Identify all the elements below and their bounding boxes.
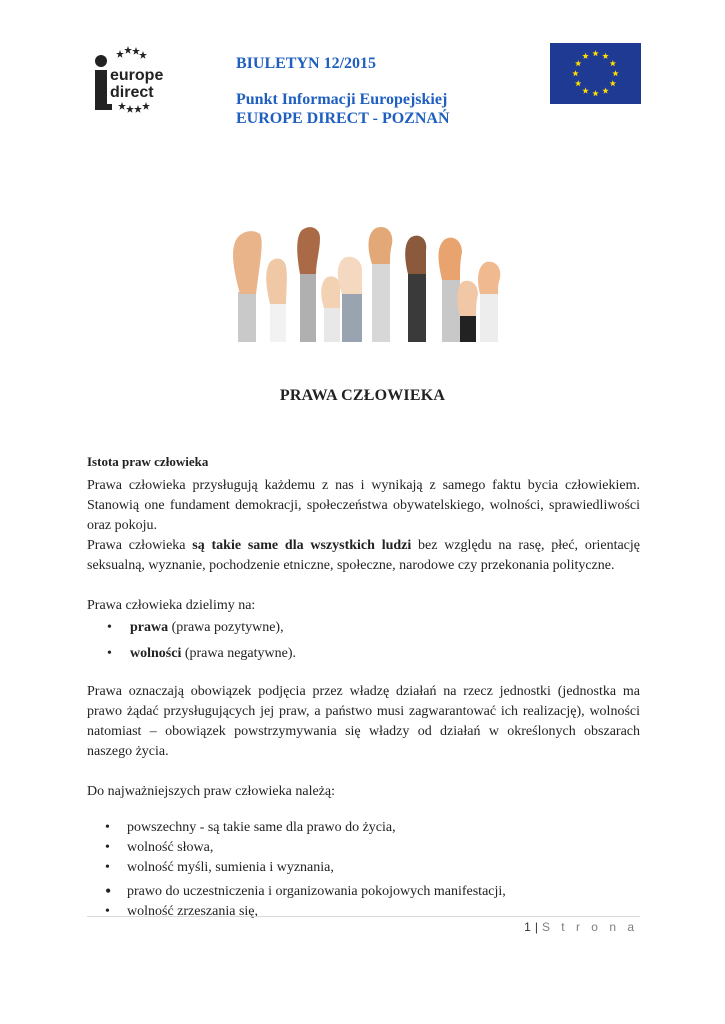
list-item-bold: prawa (130, 620, 169, 635)
header-subtitle-line1: Punkt Informacji Europejskiej (236, 91, 448, 108)
division-intro: Prawa człowieka dzielimy na: (87, 598, 256, 613)
paragraph-obligations: Prawa oznaczają obowiązek podjęcia przez władzę działań na rzecz jednostki (jednostka ma prawo żądać przysługujących jej praw, a państwo musi zagwarantować ich realizację), wolności natomiast – obowiązek powstrzymywania się władzy od działań w określonych obszarach naszego życia. (87, 684, 640, 759)
list-item-rest: (prawa pozytywne), (168, 620, 284, 635)
list-item: • wolność myśli, sumienia i wyznania, (87, 858, 640, 878)
equality-text-end: bez względu na rasę, płeć, orientację seksualną, wyznanie, pochodzenie etniczne, społeczne, narodowe czy przekonania polityczne. (87, 538, 640, 573)
footer-separator: | (534, 920, 538, 934)
list-item: • powszechny - są takie same dla prawo do życia, (87, 818, 640, 838)
list-item: • prawo do uczestniczenia i organizowania pokojowych manifestacji, (87, 882, 640, 902)
section-heading: Istota praw człowieka (87, 454, 209, 469)
document-body (87, 452, 640, 922)
list-item-bold: wolności (130, 646, 182, 661)
header-title-block (236, 54, 450, 128)
paragraph-definition: Prawa człowieka przysługują każdemu z nas i wynikają z samego faktu bycia człowiekiem. Stanowią one fundament demokracji, społeczeństwa obywatelskiego, wolności, sprawiedliwości oraz pokoju. (87, 478, 640, 533)
list-item (87, 644, 640, 664)
list-item: • wolność zrzeszania się, (87, 902, 640, 922)
header-subtitle-line2: EUROPE DIRECT - POZNAŃ (236, 110, 450, 127)
page-word: S t r o n a (541, 920, 638, 934)
list-item-rest: (prawa negatywne). (181, 646, 297, 661)
equality-text-start: Prawa człowieka (87, 538, 193, 553)
footer-divider (87, 916, 640, 917)
division-list (87, 618, 640, 664)
list-item (87, 618, 640, 638)
logo-text-line2: direct (110, 84, 154, 101)
equality-text-bold: są takie same dla wszystkich ludzi (192, 538, 412, 553)
eu-flag-icon (550, 43, 641, 104)
list-item: • wolność słowa, (87, 838, 640, 858)
europe-direct-logo (90, 42, 172, 114)
page-title: PRAWA CZŁOWIEKA (279, 387, 446, 404)
paragraph-equality (87, 536, 640, 576)
logo-text-line1: europe (110, 67, 164, 84)
important-rights-list (87, 818, 640, 922)
raised-hands-image (230, 222, 520, 342)
bulletin-title: BIULETYN 12/2015 (236, 55, 377, 72)
important-intro: Do najważniejszych praw człowieka należą: (87, 784, 335, 799)
page-footer (524, 920, 638, 934)
page-number: 1 (524, 920, 531, 934)
